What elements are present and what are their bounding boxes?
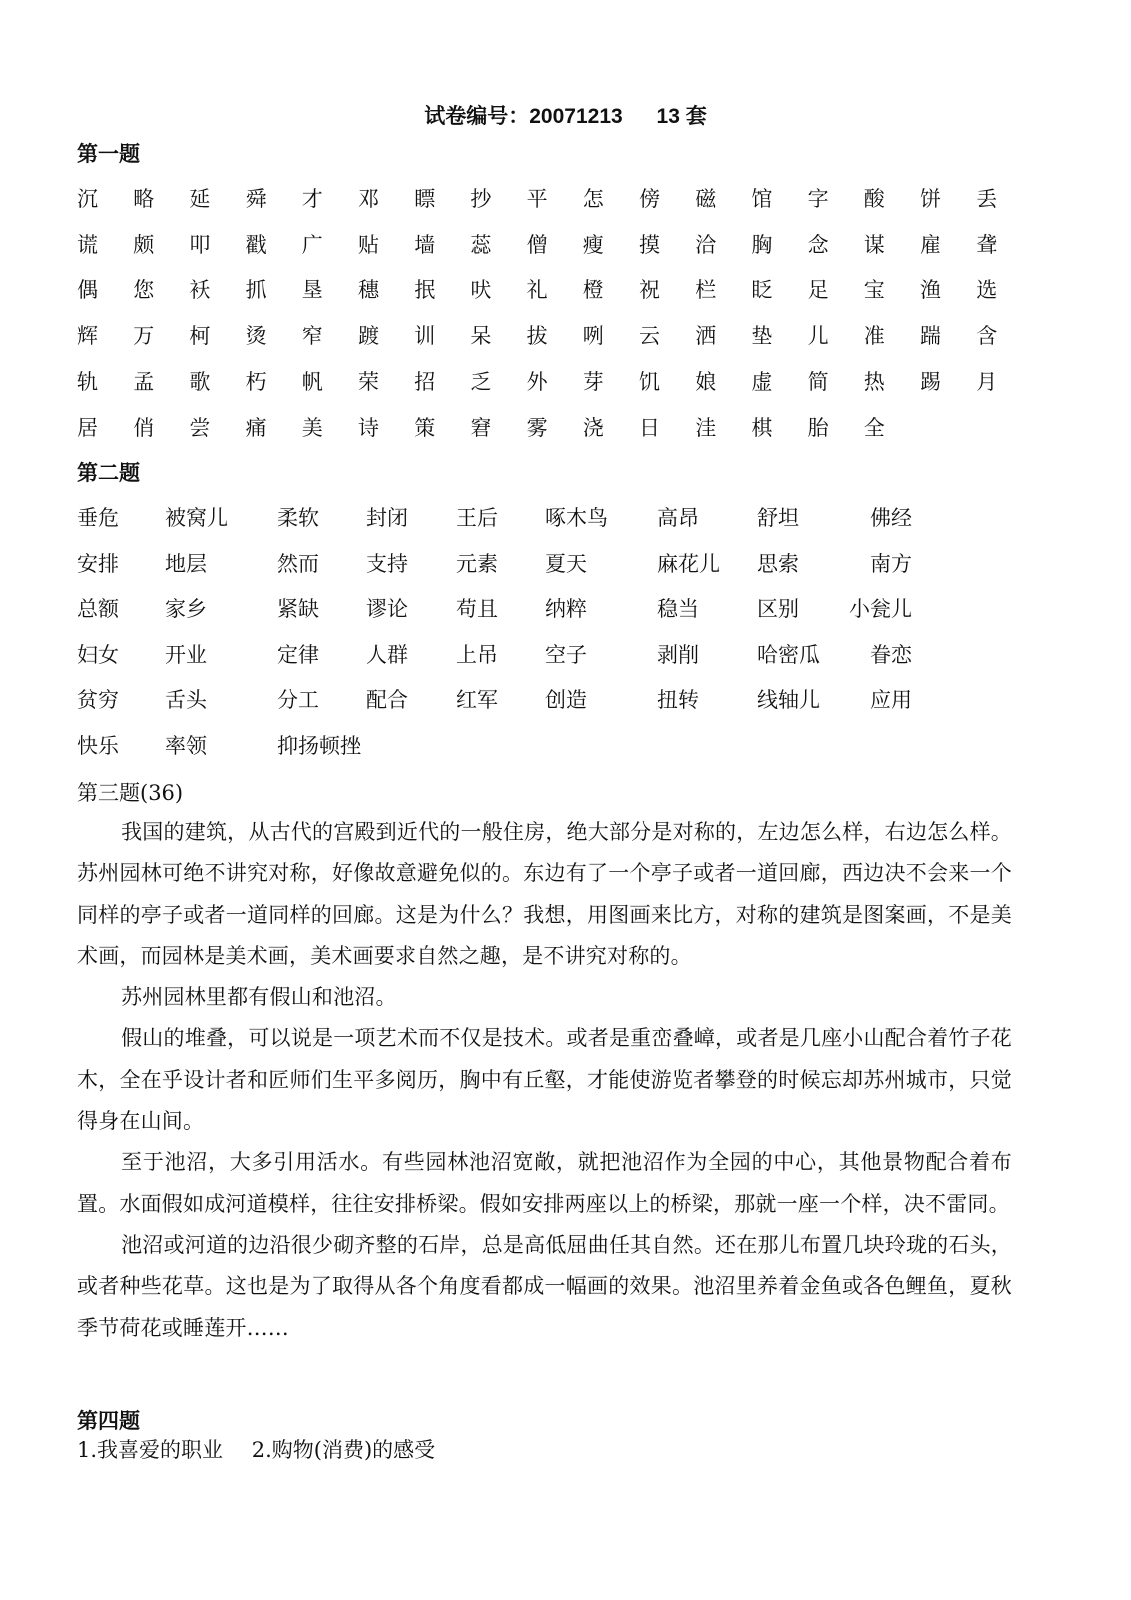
word-item: 红军 xyxy=(456,688,498,712)
character-item: 延 xyxy=(189,187,211,211)
word-item: 人群 xyxy=(366,642,408,667)
character-item: 瞟 xyxy=(414,187,436,211)
character-item: 馆 xyxy=(751,187,773,211)
word-item: 总额 xyxy=(77,597,119,621)
exam-title xyxy=(0,100,1131,130)
character-item: 才 xyxy=(301,187,323,211)
character-item: 广 xyxy=(301,232,323,257)
word-item: 空子 xyxy=(545,642,587,667)
character-item: 渔 xyxy=(920,278,941,303)
word-item: 垂危 xyxy=(77,506,119,530)
character-item: 烫 xyxy=(245,324,267,349)
character-item: 居 xyxy=(77,415,98,440)
character-item: 邓 xyxy=(358,187,379,211)
character-item: 饼 xyxy=(920,187,941,211)
character-item: 儿 xyxy=(807,324,829,349)
character-item: 瘦 xyxy=(582,232,604,257)
word-item: 快乐 xyxy=(77,733,119,758)
character-item: 饥 xyxy=(639,369,660,394)
character-item: 歌 xyxy=(189,369,211,394)
character-item: 蕊 xyxy=(470,232,492,257)
word-item: 纳粹 xyxy=(545,597,587,621)
character-item: 足 xyxy=(807,278,829,303)
character-item: 略 xyxy=(133,187,155,211)
character-item: 痛 xyxy=(245,415,267,440)
character-item: 棋 xyxy=(751,415,773,440)
character-item: 怎 xyxy=(582,187,604,211)
part3-heading: 第三题(36) xyxy=(77,781,184,805)
character-item: 万 xyxy=(133,324,155,349)
word-item: 扭转 xyxy=(657,688,699,712)
character-item: 眨 xyxy=(751,278,773,303)
character-item: 日 xyxy=(639,415,660,440)
part3-passage xyxy=(77,812,1012,1349)
word-item: 被窝儿 xyxy=(165,506,228,530)
character-item: 尝 xyxy=(189,415,211,440)
word-item: 麻花儿 xyxy=(657,551,720,576)
word-item: 家乡 xyxy=(165,597,207,621)
word-item: 眷恋 xyxy=(870,642,912,667)
character-item: 选 xyxy=(976,278,998,303)
character-item: 字 xyxy=(807,187,829,211)
character-item: 抄 xyxy=(470,187,492,211)
character-item: 念 xyxy=(807,232,829,257)
character-item: 戳 xyxy=(245,232,267,257)
character-item: 洒 xyxy=(695,324,717,349)
character-item: 抿 xyxy=(414,278,436,303)
word-item: 紧缺 xyxy=(277,597,319,621)
character-item: 您 xyxy=(133,278,155,303)
character-item: 胎 xyxy=(807,415,829,440)
exam-set: 13 套 xyxy=(656,105,707,128)
character-item: 平 xyxy=(526,187,548,211)
character-item: 颇 xyxy=(133,232,155,257)
character-item: 云 xyxy=(639,324,660,349)
character-item: 摸 xyxy=(639,232,660,257)
character-item: 雇 xyxy=(920,232,941,257)
part2-heading: 第二题 xyxy=(77,462,140,485)
character-item: 热 xyxy=(863,369,885,394)
word-item: 佛经 xyxy=(870,506,912,530)
word-item: 配合 xyxy=(366,688,408,712)
character-item: 沉 xyxy=(77,187,98,211)
character-item: 雾 xyxy=(526,415,548,440)
word-item: 啄木鸟 xyxy=(545,506,608,530)
part4-heading: 第四题 xyxy=(77,1410,140,1433)
character-item: 垫 xyxy=(751,324,773,349)
character-item: 策 xyxy=(414,415,436,440)
word-item: 柔软 xyxy=(277,506,319,530)
topic-item: 2.购物(消费)的感受 xyxy=(251,1438,436,1462)
character-item: 朽 xyxy=(245,369,267,394)
word-item: 应用 xyxy=(870,688,912,712)
character-item: 磁 xyxy=(695,187,717,211)
character-item: 全 xyxy=(863,415,885,440)
character-item: 含 xyxy=(976,324,998,349)
character-item: 踱 xyxy=(358,324,379,349)
character-item: 聋 xyxy=(976,232,998,257)
character-item: 窘 xyxy=(470,415,492,440)
character-item: 呆 xyxy=(470,324,492,349)
word-item: 分工 xyxy=(277,688,319,712)
word-item: 线轴儿 xyxy=(757,688,820,712)
word-item: 高昂 xyxy=(657,506,699,530)
passage-paragraph: 池沼或河道的边沿很少砌齐整的石岸，总是高低屈曲任其自然。还在那儿布置几块玲珑的石头，或者种些花草。这也是为了取得从各个角度看都成一幅画的效果。池沼里养着金鱼或各色鲤鱼，夏秋季节荷花或睡莲开…… xyxy=(77,1232,1012,1340)
word-item: 安排 xyxy=(77,551,119,576)
character-item: 荣 xyxy=(358,369,379,394)
character-item: 简 xyxy=(807,369,829,394)
character-item: 拔 xyxy=(526,324,548,349)
character-item: 洼 xyxy=(695,415,717,440)
word-item: 抑扬顿挫 xyxy=(277,733,361,758)
word-item: 妇女 xyxy=(77,642,119,667)
character-item: 俏 xyxy=(133,415,155,440)
character-item: 月 xyxy=(976,369,998,394)
character-item: 胸 xyxy=(751,232,773,257)
character-item: 叩 xyxy=(189,232,211,257)
word-item: 苟且 xyxy=(456,597,498,621)
character-item: 踹 xyxy=(920,324,941,349)
character-item: 诗 xyxy=(358,415,379,440)
word-item: 上吊 xyxy=(456,642,498,667)
character-item: 孟 xyxy=(133,369,155,394)
word-item: 谬论 xyxy=(366,597,408,621)
character-item: 招 xyxy=(414,369,436,394)
word-item: 剥削 xyxy=(657,642,699,667)
word-item: 然而 xyxy=(277,551,319,576)
character-item: 辉 xyxy=(77,324,98,349)
character-item: 贴 xyxy=(358,232,379,257)
character-item: 窄 xyxy=(301,324,323,349)
character-item: 乏 xyxy=(470,369,492,394)
character-item: 墙 xyxy=(414,232,436,257)
topic-item: 1.我喜爱的职业 xyxy=(77,1438,224,1462)
word-item: 创造 xyxy=(545,688,587,712)
character-item: 虚 xyxy=(751,369,773,394)
character-item: 宝 xyxy=(863,278,885,303)
character-item: 袄 xyxy=(189,278,211,303)
word-item: 开业 xyxy=(165,642,207,667)
character-item: 美 xyxy=(301,415,323,440)
passage-paragraph: 至于池沼，大多引用活水。有些园林池沼宽敞，就把池沼作为全园的中心，其他景物配合着布置。水面假如成河道模样，往往安排桥梁。假如安排两座以上的桥梁，那就一座一个样，决不雷同。 xyxy=(77,1150,1012,1216)
character-item: 傍 xyxy=(639,187,660,211)
character-item: 舜 xyxy=(245,187,267,211)
word-item: 南方 xyxy=(870,551,912,576)
part4-topics xyxy=(77,1434,457,1464)
character-item: 踢 xyxy=(920,369,941,394)
word-item: 王后 xyxy=(456,506,498,530)
character-item: 咧 xyxy=(582,324,604,349)
word-item: 贫穷 xyxy=(77,688,119,712)
word-item: 小瓮儿 xyxy=(849,597,912,621)
character-item: 帆 xyxy=(301,369,323,394)
word-item: 舒坦 xyxy=(757,506,799,530)
character-item: 僧 xyxy=(526,232,548,257)
character-item: 洽 xyxy=(695,232,717,257)
character-item: 训 xyxy=(414,324,436,349)
passage-paragraph: 我国的建筑，从古代的宫殿到近代的一般住房，绝大部分是对称的，左边怎么样，右边怎么样。苏州园林可绝不讲究对称，好像故意避免似的。东边有了一个亭子或者一道回廊，西边决不会来一个同样的亭子或者一道同样的回廊。这是为什么？我想，用图画来比方，对称的建筑是图案画，不是美术画，而园林是美术画，美术画要求自然之趣，是不讲究对称的。 xyxy=(77,820,1012,968)
character-item: 准 xyxy=(863,324,885,349)
character-item: 橙 xyxy=(582,278,604,303)
word-item: 区别 xyxy=(757,597,799,621)
word-item: 元素 xyxy=(456,551,498,576)
character-item: 外 xyxy=(526,369,548,394)
part1-heading: 第一题 xyxy=(77,143,140,166)
character-item: 穗 xyxy=(358,278,379,303)
character-item: 抓 xyxy=(245,278,267,303)
character-item: 谎 xyxy=(77,232,98,257)
word-item: 夏天 xyxy=(545,551,587,576)
character-item: 吠 xyxy=(470,278,492,303)
passage-paragraph: 苏州园林里都有假山和池沼。 xyxy=(121,985,397,1010)
character-item: 偶 xyxy=(77,278,98,303)
character-item: 浇 xyxy=(582,415,604,440)
character-item: 轨 xyxy=(77,369,98,394)
character-item: 柯 xyxy=(189,324,211,349)
word-item: 定律 xyxy=(277,642,319,667)
character-item: 酸 xyxy=(863,187,885,211)
character-item: 礼 xyxy=(526,278,548,303)
word-item: 封闭 xyxy=(366,506,408,530)
character-item: 丢 xyxy=(976,187,998,211)
word-item: 地层 xyxy=(165,551,207,576)
word-item: 支持 xyxy=(366,551,408,576)
word-item: 稳当 xyxy=(657,597,699,621)
character-item: 祝 xyxy=(639,278,660,303)
word-item: 舌头 xyxy=(165,688,207,712)
character-item: 垦 xyxy=(301,278,323,303)
character-item: 芽 xyxy=(582,369,604,394)
character-item: 娘 xyxy=(695,369,717,394)
passage-paragraph: 假山的堆叠，可以说是一项艺术而不仅是技术。或者是重峦叠嶂，或者是几座小山配合着竹子花木，全在乎设计者和匠师们生平多阅历，胸中有丘壑，才能使游览者攀登的时候忘却苏州城市，只觉得身在山间。 xyxy=(77,1026,1012,1134)
word-item: 哈密瓜 xyxy=(757,642,820,667)
character-item: 栏 xyxy=(695,278,717,303)
word-item: 思索 xyxy=(757,551,799,576)
character-item: 谋 xyxy=(863,232,885,257)
word-item: 率领 xyxy=(165,733,207,758)
exam-number: 试卷编号：20071213 xyxy=(424,105,623,128)
